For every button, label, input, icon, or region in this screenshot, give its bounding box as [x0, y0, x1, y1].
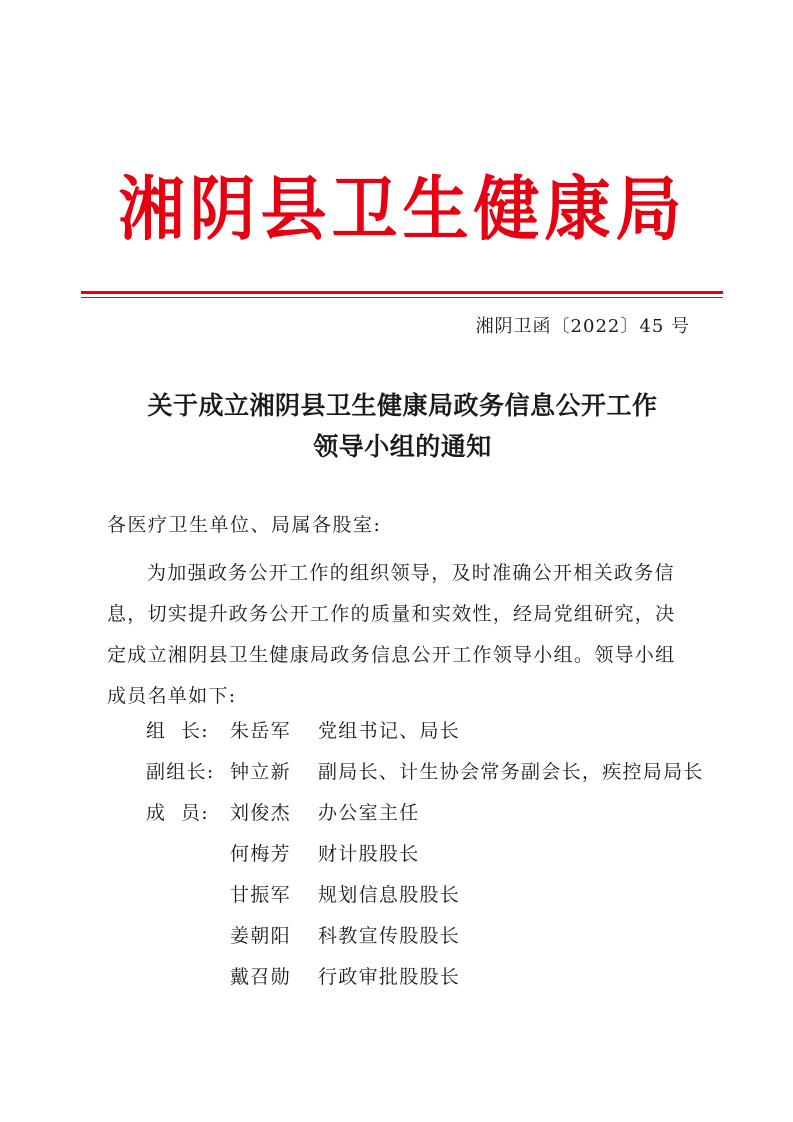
member-row — [146, 834, 704, 875]
member-role — [146, 875, 230, 916]
member-role — [146, 957, 230, 998]
member-name: 甘振军 — [230, 884, 291, 906]
member-post: 规划信息股股长 — [318, 884, 461, 906]
body-line: 定成立湘阴县卫生健康局政务信息公开工作领导小组。领导小组 — [107, 644, 676, 666]
member-name: 钟立新 — [230, 761, 291, 783]
agency-masthead: 湘阴县卫生健康局 — [118, 169, 687, 250]
member-list — [146, 711, 704, 998]
member-name: 刘俊杰 — [230, 802, 291, 824]
body-line: 为加强政务公开工作的组织领导，及时准确公开相关政务信 — [147, 562, 675, 584]
member-role — [146, 916, 230, 957]
member-role: 副组长: — [146, 761, 215, 783]
body-paragraph — [107, 553, 689, 717]
document-title — [80, 385, 725, 467]
member-post: 科教宣传股股长 — [318, 925, 461, 947]
member-post: 行政审批股股长 — [318, 966, 461, 988]
masthead-rule-thin — [81, 297, 723, 298]
member-post: 办公室主任 — [318, 802, 420, 824]
salutation: 各医疗卫生单位、局属各股室: — [107, 514, 382, 536]
member-row — [146, 916, 704, 957]
member-name: 姜朝阳 — [230, 925, 291, 947]
member-row — [146, 711, 704, 752]
title-line-1: 关于成立湘阴县卫生健康局政务信息公开工作 — [147, 391, 658, 420]
member-role: 成 员: — [146, 802, 209, 824]
member-post: 党组书记、局长 — [318, 720, 461, 742]
member-role — [146, 834, 230, 875]
member-name: 朱岳军 — [230, 720, 291, 742]
member-name: 戴召勋 — [230, 966, 291, 988]
member-post: 财计股股长 — [318, 843, 420, 865]
body-line: 息，切实提升政务公开工作的质量和实效性，经局党组研究，决 — [107, 603, 676, 625]
member-row — [146, 957, 704, 998]
document-number: 湘阴卫函〔2022〕45 号 — [475, 316, 690, 337]
member-row — [146, 875, 704, 916]
member-name: 何梅芳 — [230, 843, 291, 865]
title-line-2: 领导小组的通知 — [313, 432, 492, 461]
member-role: 组 长: — [146, 720, 209, 742]
member-row — [146, 793, 704, 834]
member-post: 副局长、计生协会常务副会长，疾控局局长 — [318, 761, 704, 783]
masthead-rule-thick — [81, 291, 723, 294]
body-line: 成员名单如下: — [107, 685, 237, 707]
member-row — [146, 752, 704, 793]
